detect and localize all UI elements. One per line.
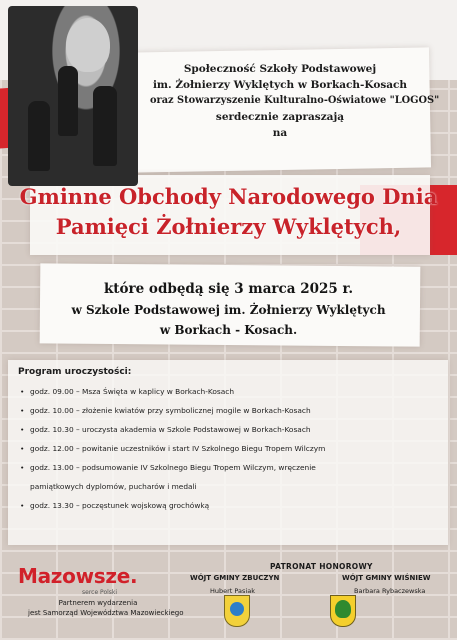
program-item-text: godz. 09.00 – Msza Święta w kaplicy w Borkach-Kosach (30, 387, 235, 396)
program-heading: Program uroczystości: (18, 367, 132, 377)
header-line: na (272, 127, 288, 139)
event-date: które odbędą się 3 marca 2025 r. (103, 281, 354, 297)
partner-line: jest Samorząd Województwa Mazowieckiego (28, 609, 184, 617)
header-line: serdecznie zapraszają (215, 111, 345, 123)
wojt-zbuczyn-title: WÓJT GMINY ZBUCZYN (190, 574, 280, 582)
bullet-icon: • (20, 463, 25, 472)
bullet-icon: • (20, 444, 25, 453)
zbuczyn-coat-of-arms-icon (224, 595, 250, 627)
soldiers-photo (8, 6, 138, 186)
event-place: w Borkach - Kosach. (159, 323, 298, 337)
event-venue: w Szkole Podstawowej im. Żołnierzy Wyklętych (71, 303, 386, 317)
program-item (18, 382, 443, 401)
bullet-icon: • (20, 425, 25, 434)
bullet-icon: • (20, 501, 25, 510)
wisniew-coat-of-arms-icon (330, 595, 356, 627)
program-item-text: godz. 13.00 – podsumowanie IV Szkolnego Biegu Tropem Wilczym, wręczenie (30, 463, 316, 472)
mazowsze-logo: Mazowsze. (18, 564, 138, 588)
header-line: Społeczność Szkoły Podstawowej (183, 63, 377, 75)
patronat-heading: PATRONAT HONOROWY (270, 562, 373, 571)
soldier-figure (28, 101, 50, 171)
soldier-figure (58, 66, 78, 136)
header-line: oraz Stowarzyszenie Kulturalno-Oświatowe "LOGOS" (150, 95, 440, 106)
program-section (18, 367, 443, 515)
portrait-face (66, 18, 110, 72)
event-title-line2: Pamięci Żołnierzy Wyklętych, (55, 214, 402, 239)
bullet-icon: • (20, 387, 25, 396)
program-item (18, 458, 443, 477)
program-item (18, 401, 443, 420)
program-item (18, 439, 443, 458)
footer (0, 562, 457, 640)
wojt-wisniew-name: Barbara Rybaczewska (354, 587, 426, 595)
logo-tagline: serce Polski (82, 589, 118, 596)
program-list (18, 382, 443, 515)
event-title-line1: Gminne Obchody Narodowego Dnia (19, 184, 438, 209)
program-item-continuation (18, 477, 443, 496)
program-item-text: pamiątkowych dyplomów, pucharów i medali (30, 482, 197, 491)
wojt-wisniew-title: WÓJT GMINY WIŚNIEW (342, 574, 431, 582)
wojt-zbuczyn-name: Hubert Pasiak (210, 587, 255, 595)
crest-tree (335, 600, 351, 618)
soldier-figure (93, 86, 117, 166)
program-item (18, 496, 443, 515)
partner-info (28, 598, 184, 618)
invitation-header (150, 61, 440, 141)
header-line: im. Żołnierzy Wyklętych w Borkach-Kosach (152, 79, 408, 91)
program-item-text: godz. 12.00 – powitanie uczestników i start IV Szkolnego Biegu Tropem Wilczym (30, 444, 326, 453)
crest-emblem (230, 602, 244, 616)
bullet-icon: • (20, 406, 25, 415)
partner-line: Partnerem wydarzenia (58, 599, 138, 607)
program-item-text: godz. 10.00 – złożenie kwiatów przy symbolicznej mogile w Borkach-Kosach (30, 406, 311, 415)
program-item (18, 420, 443, 439)
program-item-text: godz. 13.30 – poczęstunek wojskową grochówką (30, 501, 210, 510)
program-item-text: godz. 10.30 – uroczysta akademia w Szkole Podstawowej w Borkach-Kosach (30, 425, 311, 434)
